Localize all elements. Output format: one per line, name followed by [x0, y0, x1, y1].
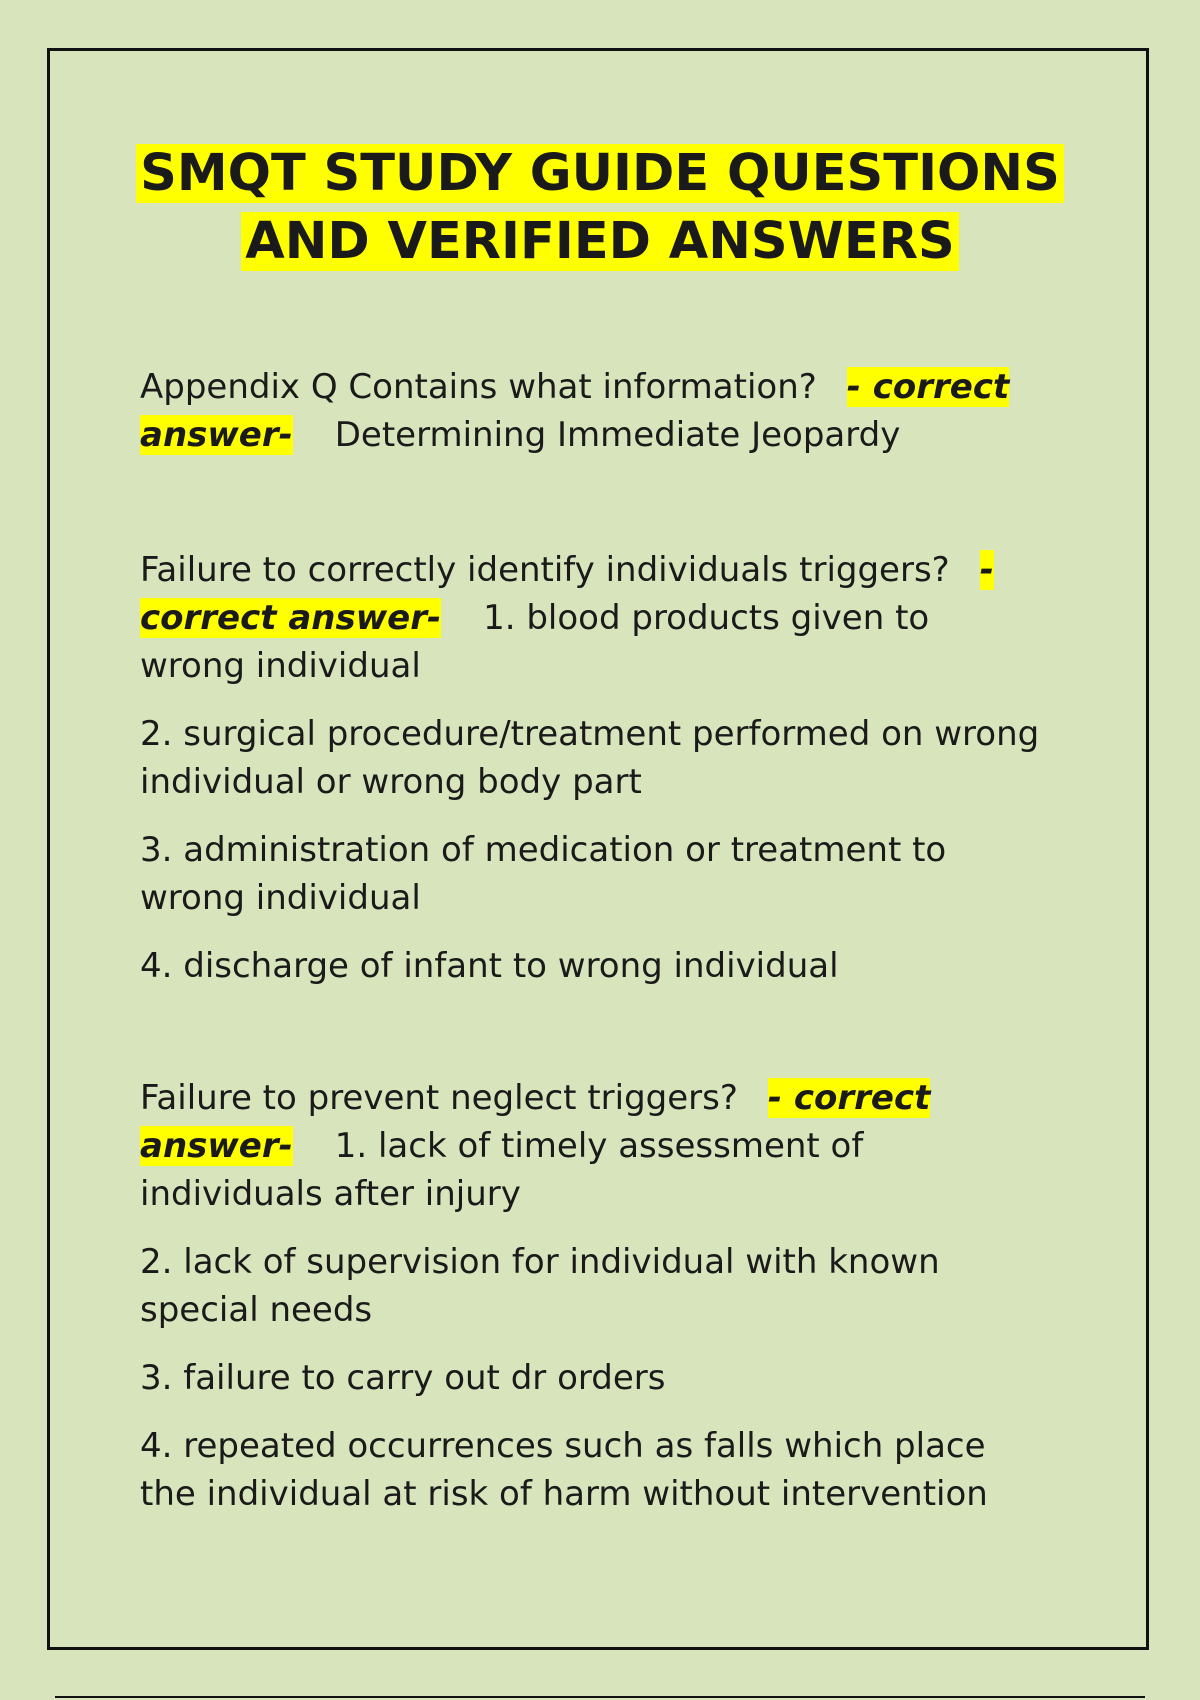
- qa-item-3: [140, 1074, 1040, 1538]
- answer-line: 3. failure to carry out dr orders: [140, 1358, 666, 1398]
- answer-text: Determining Immediate Jeopardy: [334, 415, 901, 455]
- answer-tag: - correct answer-: [140, 1078, 931, 1166]
- qa-item-1: [140, 363, 1040, 479]
- document-title: [0, 140, 1200, 276]
- qa-item-2: [140, 546, 1040, 1010]
- answer-line: 3. administration of medication or treatment to wrong individual: [140, 830, 947, 918]
- qa-paragraph: [140, 1074, 1040, 1218]
- answer-text: 1. lack of timely assessment of individuals after injury: [140, 1126, 864, 1214]
- qa-paragraph: [140, 363, 1040, 459]
- question-text: Failure to correctly identify individuals triggers?: [140, 550, 950, 590]
- title-line-1: SMQT STUDY GUIDE QUESTIONS: [136, 144, 1064, 203]
- question-text: Appendix Q Contains what information?: [140, 367, 817, 407]
- answer-tag: - correct answer-: [140, 367, 1010, 455]
- answer-line: 4. discharge of infant to wrong individual: [140, 946, 839, 986]
- question-text: Failure to prevent neglect triggers?: [140, 1078, 738, 1118]
- qa-paragraph: [140, 546, 1040, 690]
- bottom-rule: [55, 1696, 1145, 1698]
- answer-text: 1. blood products given to wrong individual: [140, 598, 930, 686]
- answer-line: 2. surgical procedure/treatment performed on wrong individual or wrong body part: [140, 714, 1040, 802]
- answer-tag: - correct answer-: [140, 550, 994, 638]
- answer-line: 4. repeated occurrences such as falls which place the individual at risk of harm without intervention: [140, 1426, 988, 1514]
- title-line-2: AND VERIFIED ANSWERS: [241, 212, 959, 271]
- answer-line: 2. lack of supervision for individual with known special needs: [140, 1242, 940, 1330]
